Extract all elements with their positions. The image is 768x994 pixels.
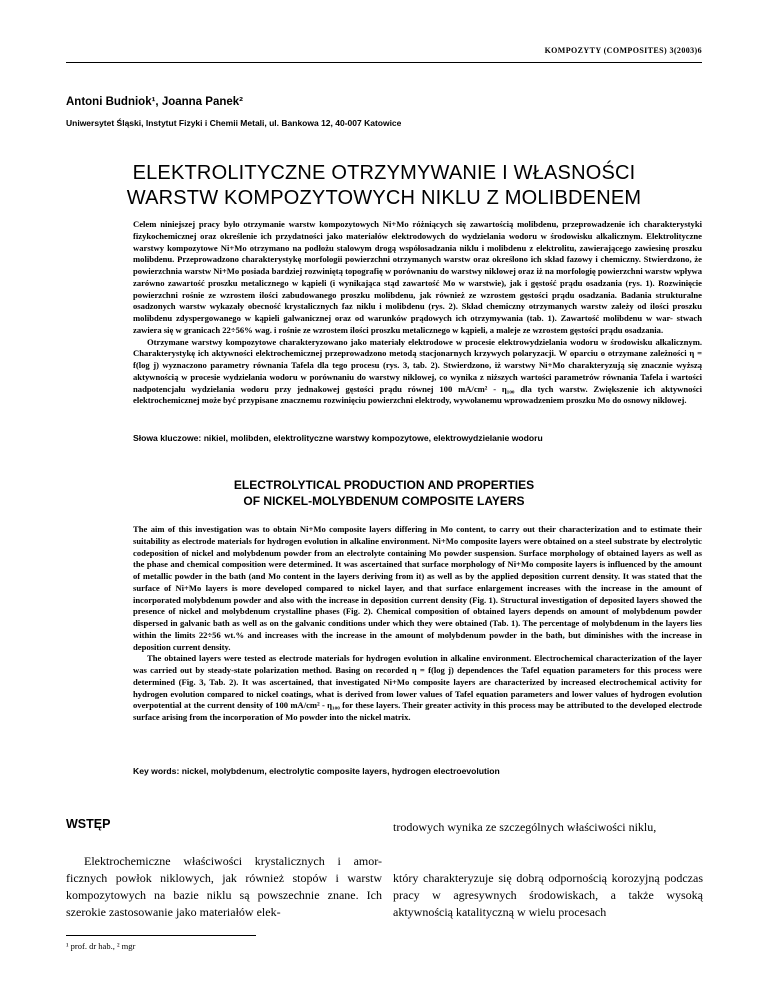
title-english-line-1: ELECTROLYTICAL PRODUCTION AND PROPERTIES: [233, 478, 535, 492]
title-polish-line-2: WARSTW KOMPOZYTOWYCH NIKLU Z MOLIBDENEM: [126, 187, 642, 209]
section-heading: WSTĘP: [66, 817, 111, 831]
body-paragraph-right-2: który charakteryzuje się dobrą odpornością korozyjną podczas pracy w agresywnych środowiskach, a także wysoką aktywnością katalityczną w wielu procesach: [393, 871, 703, 919]
abstract-polish-paragraph-1: Celem niniejszej pracy było otrzymanie warstw kompozytowych Ni+Mo różniących się zawartością molibdenu, przeprowadzenie ich charakterystyki fizykochemicznej oraz określenie ich przydatności jako materiałów elektrodowych do wydzielania wodoru w środowisku alkalicznym. Elektrolityczne warstwy kompozytowe Ni+Mo otrzymano na podłożu stalowym drogą współosadzania niklu i molibdenu z elektrolitu, zawierającego zawiesinę proszku molibdenu. Przeprowadzono charakterystykę morfologii powierzchni otrzymanych warstw oraz określono ich skład fazowy i chemiczny. Stwierdzono, że powierzchnia warstw Ni+Mo posiada bardziej rozwiniętą topografię w porównaniu do warstwy niklowej oraz iż na morfologię powierzchni warstw wpływa zarówno zawartość proszku metalicznego w kąpieli (i wynikająca stąd zawartość Mo w warstwie), jak i gęstość prądu osadzania (rys. 1). Rozwinięcie powierzchni rośnie ze wzrostem ilości zabudowanego proszku molibdenu, jak również ze wzrostem gęstości prądu osadzania. Badania strukturalne osadzonych warstw wykazały obecność krystalicznych faz niklu i molibdenu (rys. 2). Skład chemiczny otrzymanych warstw zależy od ilości proszku molibdenu zdyspergowanego w kąpieli galwanicznej oraz od warunków prądowych ich otrzymywania (tab. 1). Zawartość molibdenu w war- stwach zawiera się w granicach 22÷56% wag. i rośnie ze wzrostem ilości proszku metalicznego w kąpieli, a maleje ze wzrostem gęstości prądu osadzania.: [133, 219, 702, 335]
keywords-polish: [133, 433, 702, 443]
body-paragraph-right-1: trodowych wynika ze szczególnych właściwości niklu,: [393, 820, 657, 834]
body-paragraph-left: Elektrochemiczne właściwości krystalicznych i amor- ficznych powłok niklowych, jak również stopów i warstw kompozytowych na bazie niklu są powszechnie znane. Ich szerokie zastosowanie jako materiałów elek-: [66, 854, 382, 919]
abstract-polish-paragraph-2: Otrzymane warstwy kompozytowe charakteryzowano jako materiały elektrodowe w procesie elektrowydzielania wodoru w środowisku alkalicznym. Charakterystykę ich aktywności elektrochemicznej przeprowadzono metodą stacjonarnych krzywych polaryzacji. W oparciu o otrzymane zależności η = f(log j) wyznaczono parametry równania Tafela dla tego procesu (rys. 3, tab. 2). Stwierdzono, iż warstwy Ni+Mo charakteryzują się znacznie wyższą aktywnością w procesie wydzielania wodoru w porównaniu do warstwy niklowej, co wynika z niższych wartości parametrów równania Tafela i wartości nadpotencjału wydzielania wodoru przy jednakowej gęstości prądu równej 100 mA/cm² - η₁₀₀ dla tych warstw. Zwiększenie ich aktywności elektrochemicznej może być przypisane znacznemu rozwinięciu powierzchni elektrody, wywołanemu wprowadzeniem proszku Mo do osnowy niklowej.: [133, 336, 702, 406]
keywords-polish-label: Słowa kluczowe:: [133, 433, 202, 443]
journal-header: KOMPOZYTY (COMPOSITES) 3(2003)6: [544, 46, 702, 55]
keywords-english: [133, 766, 702, 776]
keywords-english-label: Key words:: [133, 766, 180, 776]
title-english-line-2: OF NICKEL-MOLYBDENUM COMPOSITE LAYERS: [243, 494, 525, 508]
title-polish-line-1: ELEKTROLITYCZNE OTRZYMYWANIE I WŁASNOŚCI: [132, 162, 636, 184]
footnote-divider: [66, 935, 256, 936]
title-polish: [66, 161, 702, 211]
abstract-english-paragraph-2: The obtained layers were tested as electrode materials for hydrogen evolution in alkaline environment. Electrochemical characterization of the layer was carried out by steady-state polarization method. Basing on recorded η = f(log j) dependences the Tafel equation parameters for this process were determined (Fig. 3, Tab. 2). It was ascertained, that investigated Ni+Mo composite layers are characterized by increased electrochemical activity for hydrogen evolution compared to nickel coatings, what is derived from lower values of Tafel equation parameters and lower values of hydrogen evolution overpotential at the current density of 100 mA/cm² - η₁₀₀ for these layers. Their greater activity in this process may be attributed to the developed electrode surface arising from the incorporation of Mo powder into the nickel matrix.: [133, 653, 702, 722]
header-divider: [66, 62, 702, 63]
authors: Antoni Budniok¹, Joanna Panek²: [66, 96, 243, 108]
affiliation: Uniwersytet Śląski, Instytut Fizyki i Chemii Metali, ul. Bankowa 12, 40-007 Katowice: [66, 118, 402, 128]
abstract-polish: [133, 219, 702, 407]
keywords-polish-text: nikiel, molibden, elektrolityczne warstwy kompozytowe, elektrowydzielanie wodoru: [203, 433, 543, 443]
abstract-english-paragraph-1: The aim of this investigation was to obtain Ni+Mo composite layers differing in Mo content, to carry out their characterization and to estimate their suitability as electrode materials for hydrogen evolution in alkaline environment. Ni+Mo composite layers were obtained on a steel substrate by electrolytic codeposition of nickel and molybdenum powder from an electrolyte containing Mo powder suspension. Surface morphology of obtained layers as well as the phase and chemical composition were determined. It was ascertained that surface morphology of Ni+Mo composite layers is influenced by the amount of metallic powder in the bath (and Mo content in the layers deriving from it) as well as by the applied deposition current density. It was stated that the surface of Ni+Mo layers is more developed compared to nickel layer, and that surface enlargement increases with the increase in the amount of incorporated molybdenum powder and also with the increase in deposition current density (Fig. 1). Structural investigation of deposited layers showed the presence of nickel and molybdenum crystalline phases (Fig. 2). Chemical composition of obtained layers depends on amount of molybdenum powder dispersed in galvanic bath as well as on the galvanic conditions under which they were obtained (Tab. 1). The percentage of molybdenum in the layers lies within the limits 22÷56 wt.% and increases with the increase in the amount of molybdenum powder in the bath, but diminishes with the increase in deposition current density.: [133, 524, 702, 652]
abstract-english: [133, 524, 702, 724]
title-english: [66, 477, 702, 509]
footnote: ¹ prof. dr hab., ² mgr: [66, 941, 136, 951]
keywords-english-text: nickel, molybdenum, electrolytic composite layers, hydrogen electroevolution: [181, 766, 500, 776]
